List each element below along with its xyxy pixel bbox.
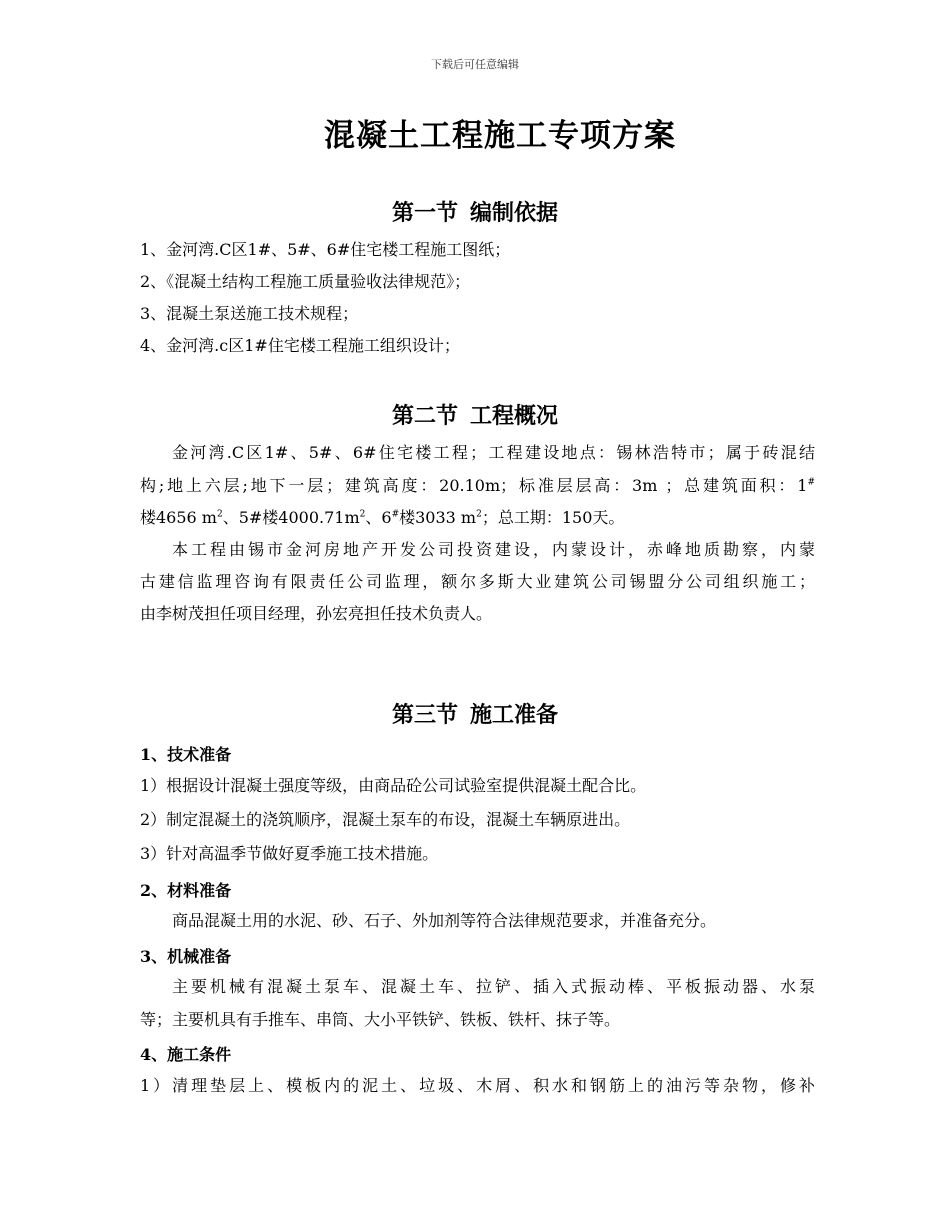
section-2-heading [0,399,950,430]
overview-p1-line-2 [140,476,815,496]
subheading-conditions: 4、施工条件 [140,1045,232,1064]
area-building-6: 楼3033 m [399,508,477,527]
technical-item-2: 2）制定混凝土的浇筑顺序，混凝土泵车的布设，混凝土车辆原进出。 [140,810,631,829]
basis-item-4: 4、金河湾.c区1#住宅楼工程施工组织设计； [140,336,460,355]
conditions-item-1: 1）清理垫层上、模板内的泥土、垃圾、木屑、积水和钢筋上的油污等杂物，修补 [140,1076,815,1095]
technical-item-3: 3）针对高温季节做好夏季施工技术措施。 [140,844,439,863]
basis-item-2: 2、《混凝土结构工程施工质量验收法律规范》； [140,272,471,291]
section-2-name: 工程概况 [470,403,559,429]
area-building-1: 楼4656 m [140,508,217,527]
superscript-hash: # [391,509,400,520]
overview-p2-line-3: 由李树茂担任项目经理，孙宏亮担任技术负责人。 [140,604,493,623]
overview-p2-line-2: 古建信监理咨询有限责任公司监理，额尔多斯大业建筑公司锡盟分公司组织施工； [140,572,815,591]
building-6-prefix: 、6 [365,508,392,527]
section-1-name: 编制依据 [470,200,559,226]
document-title: 混凝土工程施工专项方案 [324,118,676,154]
page-header: 下载后可任意编辑 [431,58,519,71]
subheading-technical: 1、技术准备 [140,745,232,764]
overview-p1-line-1: 金河湾.C区1#、5#、6#住宅楼工程；工程建设地点：锡林浩特市；属于砖混结 [172,443,815,462]
superscript-2: 2 [476,509,482,520]
technical-item-1: 1）根据设计混凝土强度等级，由商品砼公司试验室提供混凝土配合比。 [140,776,647,795]
section-3-number: 第三节 [391,702,458,728]
superscript-2: 2 [359,509,366,520]
subheading-machinery: 3、机械准备 [140,947,232,966]
section-3-name: 施工准备 [470,702,559,728]
section-1-number: 第一节 [391,200,458,226]
total-duration: ；总工期：150天。 [481,508,625,527]
section-1-heading [0,196,950,227]
overview-p2-line-1: 本工程由锡市金河房地产开发公司投资建设，内蒙设计，赤峰地质勘察，内蒙 [172,540,815,559]
machinery-line-2: 等；主要机具有手推车、串筒、大小平铁铲、铁板、铁杆、抹子等。 [140,1010,621,1029]
superscript-2: 2 [216,509,223,520]
overview-p1-line-2-text: 构;地上六层;地下一层；建筑高度：20.10m；标准层层高：3m ；总建筑面积：1 [140,476,808,495]
basis-item-1: 1、金河湾.C区1#、5#、6#住宅楼工程施工图纸； [140,240,511,259]
section-3-heading [0,698,950,729]
area-building-5: 、5#楼4000.71m [222,508,360,527]
basis-item-3: 3、混凝土泵送施工技术规程； [140,304,359,323]
machinery-line-1: 主要机械有混凝土泵车、混凝土车、拉铲、插入式振动棒、平板振动器、水泵 [172,977,815,996]
superscript-hash: # [807,477,815,488]
subheading-materials: 2、材料准备 [140,881,232,900]
materials-text: 商品混凝土用的水泥、砂、石子、外加剂等符合法律规范要求，并准备充分。 [172,911,717,930]
overview-p1-line-3 [140,508,815,528]
section-2-number: 第二节 [391,403,458,429]
